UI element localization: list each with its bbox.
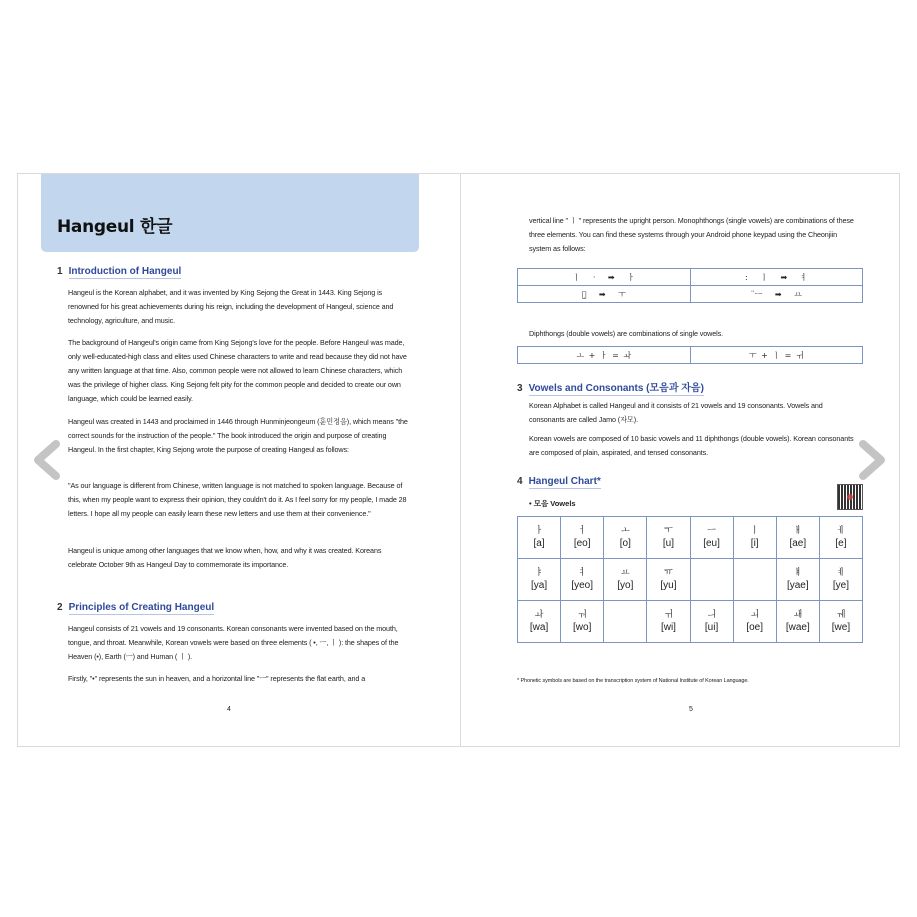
- vowel-cell: [647, 601, 690, 643]
- vowel-cell: [518, 559, 561, 601]
- vowel-jamo: ㅝ: [577, 610, 587, 620]
- paragraph: Korean vowels are composed of 10 basic vowels and 11 diphthongs (double vowels). Korean consonants are composed of plain, aspirated, and tensed consonants.: [529, 434, 854, 457]
- vowel-jamo: ㅞ: [836, 610, 846, 620]
- vowel-cell: [733, 601, 776, 643]
- vowel-jamo: ㅗ: [620, 526, 630, 536]
- section-heading-4: [517, 476, 601, 487]
- vowel-cell: [647, 517, 690, 559]
- paragraph: Hangeul consists of 21 vowels and 19 consonants. Korean consonants were invented based on the mouth, tongue, and throat. Meanwhile, Korean vowels were based on three elements ( •, ㅡ, ㅣ ): the shapes of the Heaven (•), Earth (ㅡ) and Human ( ㅣ ).: [68, 624, 399, 661]
- section-heading-2: [57, 602, 214, 613]
- qr-code[interactable]: [837, 484, 863, 510]
- vowel-jamo: ㅠ: [664, 568, 673, 578]
- vowel-romanization: [e]: [835, 538, 847, 549]
- vowel-row: [518, 559, 863, 601]
- vowel-romanization: [we]: [831, 622, 851, 633]
- vowel-cell: [561, 559, 604, 601]
- vowel-cell: [561, 517, 604, 559]
- vowel-cell: [819, 601, 862, 643]
- section-title: Vowels and Consonants (모음과 자음): [528, 383, 704, 394]
- vowel-cell: [561, 601, 604, 643]
- paragraph: Korean Alphabet is called Hangeul and it consists of 21 vowels and 19 consonants. Vowels and consonants are called Jamo (자모).: [529, 401, 823, 424]
- vowel-romanization: [oe]: [746, 622, 764, 633]
- vowel-cell: [690, 517, 733, 559]
- quote-paragraph: "As our language is different from Chinese, written language is not matched to spoken language. Because of this, when my people want to express their opinion, they couldn't do it. As I feel sorry for my people, I made 28 letters. I hope all my people can easily learn these new letters and use them at their convenience.": [68, 481, 407, 518]
- cheonjiin-cell: ¨ㅡ ➡ ㅛ: [690, 286, 863, 303]
- vowel-jamo: ㅐ: [793, 526, 803, 536]
- vowel-cell: [690, 559, 733, 601]
- section-number: 4: [517, 476, 523, 487]
- vowel-jamo: ㅘ: [534, 610, 544, 620]
- vowel-cell: [776, 601, 819, 643]
- prev-page-button[interactable]: [30, 440, 64, 480]
- section-number: 3: [517, 383, 523, 394]
- vowel-romanization: [eo]: [573, 538, 591, 549]
- vowel-cell: [604, 601, 647, 643]
- paragraph: Hangeul is the Korean alphabet, and it was invented by King Sejong the Great in 1443. King Sejong is renowned for his great achievements during his reign, including the development of Hangeul, science and technology, agriculture, and music.: [68, 288, 394, 325]
- vowel-cell: [819, 517, 862, 559]
- vowel-cell: [604, 517, 647, 559]
- chevron-left-icon: [30, 440, 64, 480]
- vowel-chart: [517, 516, 863, 643]
- vowel-cell: [604, 559, 647, 601]
- section-heading-1: [57, 266, 181, 277]
- paragraph: vertical line " ㅣ " represents the upright person. Monophthongs (single vowels) are combinations of these three elements. You can find these systems through your Android phone keypad using the Cheonjiin system as follows:: [529, 216, 854, 253]
- vowel-jamo: ㅖ: [836, 568, 846, 578]
- vowel-romanization: [yu]: [660, 580, 677, 591]
- cheonjiin-cell: : ㅣ ➡ ㅕ: [690, 269, 863, 286]
- vowel-jamo: ㅓ: [577, 526, 587, 536]
- vowel-jamo: ㅟ: [664, 610, 673, 620]
- paragraph: Firstly, "•" represents the sun in heaven, and a horizontal line "ㅡ" represents the flat earth, and a: [68, 674, 366, 683]
- diphthong-text: Diphthongs (double vowels) are combinations of single vowels.: [529, 329, 724, 338]
- cheonjiin-cell: ㅡ̣ ➡ ㅜ: [518, 286, 691, 303]
- vowel-romanization: [u]: [662, 538, 674, 549]
- vowel-cell: [518, 601, 561, 643]
- paragraph: Hangeul is unique among other languages that we know when, how, and why it was created. Koreans celebrate October 9th as Hangeul Day to commemorate its importance.: [68, 546, 382, 569]
- vowel-cell: [776, 517, 819, 559]
- paragraph: The background of Hangeul's origin came from King Sejong's love for the people. Before Hangeul was made, only well-educated-high class and elites used Chinese characters to write and read because they did not have any written language at that time. Also, common people were not allowed to learn Chinese characters, which was the privilege of higher class. King Sejong felt pity for the common people and decided to create our own language, which could be learned easily.: [68, 338, 407, 403]
- vowel-jamo: ㅕ: [577, 568, 587, 578]
- vowel-cell: [733, 559, 776, 601]
- page-number: 4: [227, 706, 231, 713]
- vowel-romanization: [a]: [533, 538, 545, 549]
- next-page-button[interactable]: [855, 440, 889, 480]
- diphthong-table: [517, 346, 863, 364]
- vowel-jamo: ㅡ: [707, 526, 716, 536]
- vowel-row: [518, 517, 863, 559]
- vowel-jamo: ㅚ: [750, 610, 760, 620]
- vowel-jamo: ㅒ: [793, 568, 803, 578]
- section-title: Principles of Creating Hangeul: [68, 602, 215, 613]
- paragraph: Hangeul was created in 1443 and proclaimed in 1446 through Hunminjeongeum (훈민정음), which means "the correct sounds for the instruction of the people." The book introduced the origin and purpose of creating Hangeul. In the first chapter, King Sejong wrote the purpose of creating Hangeul as follows:: [68, 417, 408, 454]
- vowel-jamo: ㅣ: [750, 526, 760, 536]
- vowel-jamo: ㅙ: [793, 610, 803, 620]
- vowel-romanization: [wo]: [573, 622, 592, 633]
- section-number: 2: [57, 602, 63, 613]
- section-heading-3: [517, 379, 704, 394]
- vowel-jamo: ㅔ: [836, 526, 846, 536]
- book-spread: [17, 173, 900, 747]
- qr-center-mark: [847, 494, 853, 500]
- section-title: Introduction of Hangeul: [68, 266, 182, 277]
- vowel-cell: [647, 559, 690, 601]
- vowels-bullet: • 모음 Vowels: [529, 499, 576, 508]
- page-number: 5: [689, 706, 693, 713]
- vowel-romanization: [yae]: [786, 580, 809, 591]
- vowel-romanization: [ae]: [789, 538, 807, 549]
- cheonjiin-cell: ㅣ · ➡ ㅏ: [518, 269, 691, 286]
- page-title: Hangeul 한글: [57, 217, 173, 237]
- vowel-romanization: [wi]: [660, 622, 676, 633]
- left-page: [18, 174, 460, 746]
- vowel-romanization: [yo]: [617, 580, 634, 591]
- cheonjiin-table: [517, 268, 863, 303]
- vowel-romanization: [yeo]: [571, 580, 594, 591]
- vowel-jamo: ㅢ: [707, 610, 716, 620]
- vowel-romanization: [ui]: [704, 622, 719, 633]
- vowel-cell: [733, 517, 776, 559]
- vowel-cell: [819, 559, 862, 601]
- title-banner: [41, 174, 419, 252]
- vowel-romanization: [i]: [750, 538, 759, 549]
- vowel-romanization: [o]: [619, 538, 631, 549]
- vowel-jamo: ㅑ: [534, 568, 544, 578]
- vowel-jamo: ㅏ: [534, 526, 544, 536]
- vowel-romanization: [wae]: [785, 622, 810, 633]
- right-page: [461, 174, 901, 746]
- vowel-cell: [690, 601, 733, 643]
- vowel-cell: [518, 517, 561, 559]
- vowel-jamo: ㅜ: [664, 526, 673, 536]
- vowel-romanization: [eu]: [703, 538, 720, 549]
- section-number: 1: [57, 266, 63, 277]
- vowel-romanization: [wa]: [529, 622, 549, 633]
- diphthong-cell: ㅗ + ㅏ = ㅘ: [518, 347, 691, 364]
- footnote: * Phonetic symbols are based on the transcription system of National Institute of Korean Language.: [517, 678, 749, 684]
- diphthong-cell: ㅜ + ㅣ = ㅟ: [690, 347, 863, 364]
- vowel-jamo: ㅛ: [620, 568, 630, 578]
- vowel-romanization: [ye]: [832, 580, 849, 591]
- chevron-right-icon: [855, 440, 889, 480]
- section-title: Hangeul Chart*: [528, 476, 601, 487]
- vowel-row: [518, 601, 863, 643]
- vowel-romanization: [ya]: [531, 580, 548, 591]
- vowel-cell: [776, 559, 819, 601]
